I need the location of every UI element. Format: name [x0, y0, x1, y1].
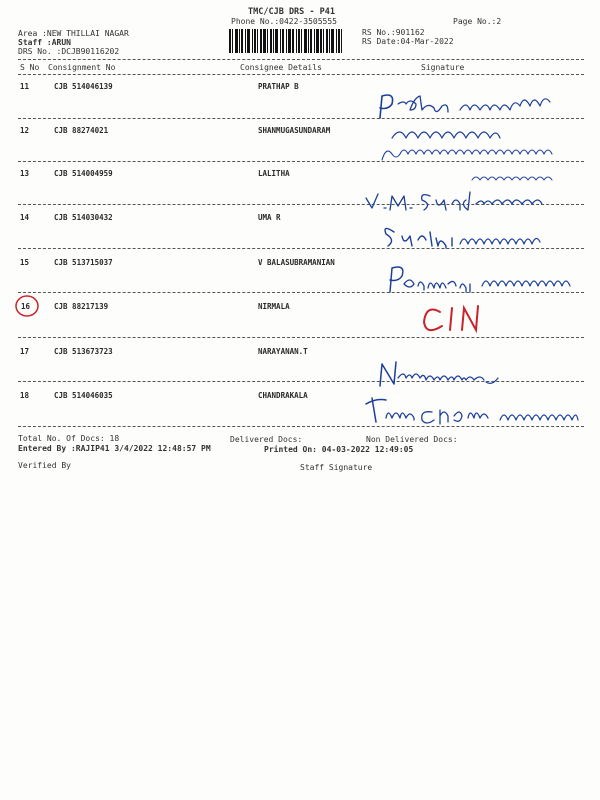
row-sno: 13: [20, 169, 30, 178]
row-sno: 12: [20, 126, 30, 135]
row-consignee: V BALASUBRAMANIAN: [258, 258, 335, 267]
rs-date: RS Date:04-Mar-2022: [362, 37, 454, 46]
signature-row-11: [380, 95, 550, 118]
row-sno: 14: [20, 213, 30, 222]
col-header-consignment: Consignment No: [48, 63, 116, 72]
delivered-docs: Delivered Docs:: [230, 435, 303, 444]
row-consignee: LALITHA: [258, 169, 290, 178]
total-docs: Total No. Of Docs: 18: [18, 434, 120, 443]
signature-row-16: [424, 306, 478, 330]
signature-row-13: [366, 177, 552, 210]
page-number: Page No.:2: [453, 17, 502, 26]
report-title: TMC/CJB DRS - P41: [248, 7, 335, 17]
row-sno: 15: [20, 258, 30, 267]
printed-on: Printed On: 04-03-2022 12:49:05: [264, 445, 414, 454]
row-consignee: CHANDRAKALA: [258, 391, 308, 400]
circle-mark: [16, 296, 38, 316]
verified-by: Verified By: [18, 461, 71, 470]
col-header-consignee: Consignee Details: [240, 63, 322, 72]
signature-row-14: [385, 228, 540, 248]
row-consignment: CJB 514046035: [54, 391, 113, 400]
col-header-sno: S No: [20, 63, 40, 72]
phone-number: Phone No.:0422-3505555: [231, 17, 337, 26]
row-consignment: CJB 88274021: [54, 126, 109, 135]
rs-number: RS No.:901162: [362, 28, 425, 37]
signature-row-17: [380, 362, 498, 386]
row-consignee: UMA R: [258, 213, 281, 222]
row-consignment: CJB 88217139: [54, 302, 109, 311]
row-consignment: CJB 514004959: [54, 169, 113, 178]
row-consignment: CJB 514046139: [54, 82, 113, 91]
row-consignment: CJB 513715037: [54, 258, 113, 267]
drs-number: DRS No. :DCJB90116202: [18, 47, 120, 56]
row-consignment: CJB 513673723: [54, 347, 113, 356]
row-consignee: NIRMALA: [258, 302, 290, 311]
row-consignment: CJB 514030432: [54, 213, 113, 222]
non-delivered-docs: Non Delivered Docs:: [366, 435, 458, 444]
col-header-signature: Signature: [421, 63, 465, 72]
row-sno: 11: [20, 82, 30, 91]
row-sno: 17: [20, 347, 30, 356]
row-consignee: NARAYANAN.T: [258, 347, 308, 356]
staff-signature-label: Staff Signature: [300, 463, 373, 472]
signature-row-12: [382, 132, 552, 160]
area-label: Area :NEW THILLAI NAGAR: [18, 29, 129, 38]
staff-label: Staff :ARUN: [18, 38, 71, 47]
row-consignee: PRATHAP B: [258, 82, 299, 91]
signature-row-15: [390, 267, 570, 292]
row-sno: 16: [21, 302, 31, 311]
row-consignee: SHANMUGASUNDARAM: [258, 126, 331, 135]
signature-row-18: [366, 398, 578, 424]
row-sno: 18: [20, 391, 30, 400]
entered-by: Entered By :RAJIP41 3/4/2022 12:48:57 PM: [18, 444, 211, 453]
